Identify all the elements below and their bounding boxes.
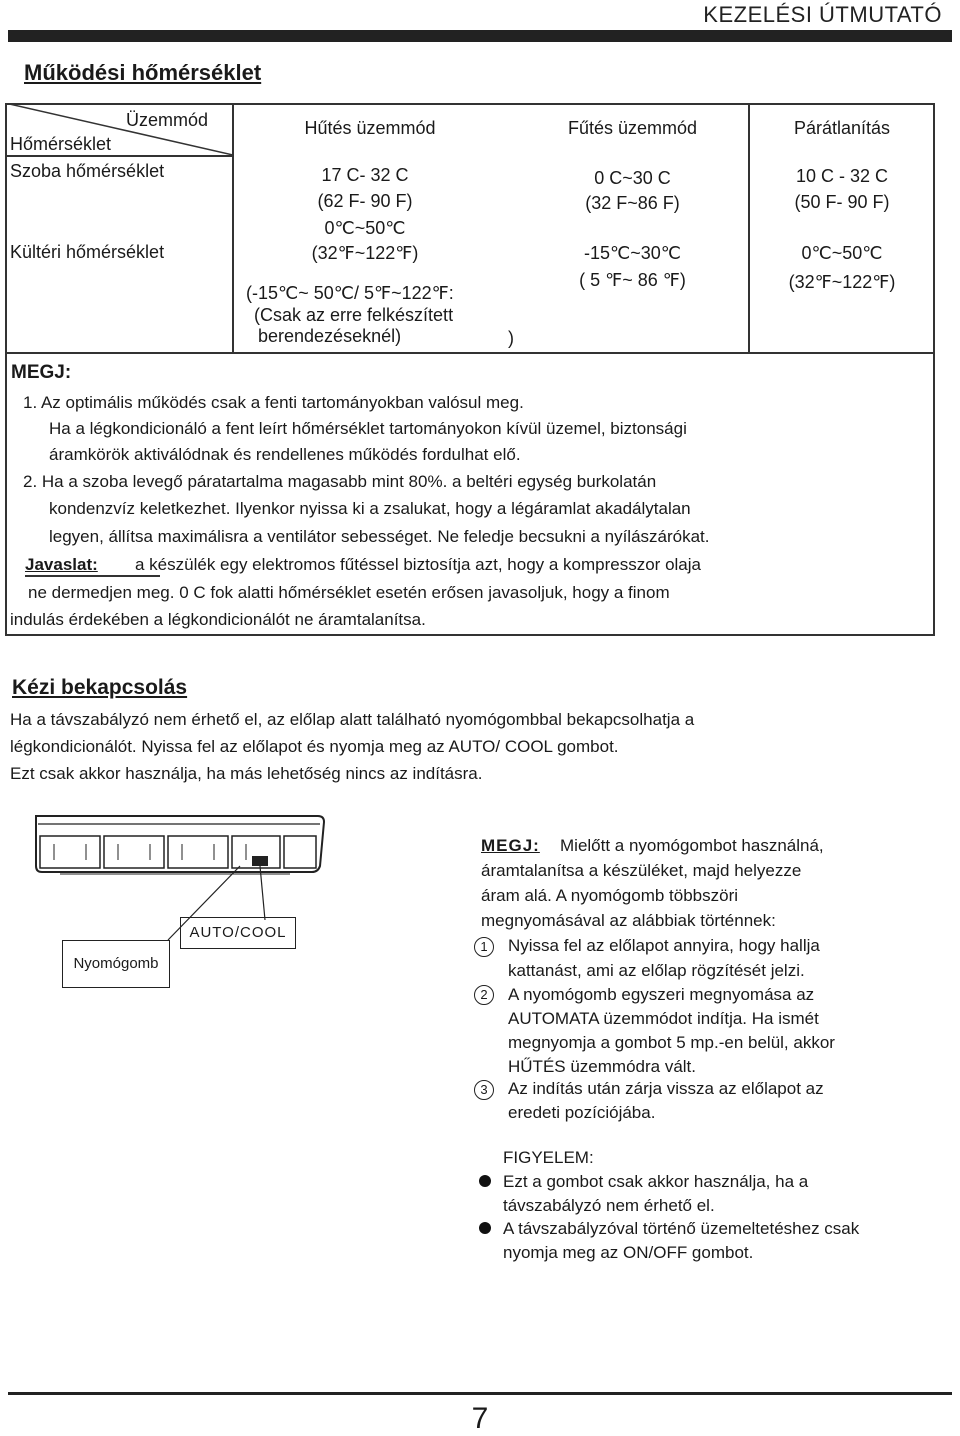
row-header-room: Szoba hőmérséklet xyxy=(10,161,165,181)
row-header-outdoor: Kültéri hőmérséklet xyxy=(10,242,165,262)
footer-bar xyxy=(8,1392,952,1395)
auto-cool-button-label: AUTO/COOL xyxy=(180,917,296,949)
col-header-cooling: Hűtés üzemmód xyxy=(304,118,436,138)
outdoor-cooling-note-2: berendezéseknél) xyxy=(258,326,402,346)
note-line-6: legyen, állítsa maximálisra a ventilátor sebességet. Ne feledje becsukni a nyílászárókat. xyxy=(49,527,710,546)
suggestion-line-2: ne dermedjen meg. 0 C fok alatti hőmérséklet esetén erősen javasoljuk, hogy a finom xyxy=(28,583,670,602)
step-2-line-4: HŰTÉS üzemmódra vált. xyxy=(508,1057,696,1076)
step-number-1-icon: 1 xyxy=(474,937,494,957)
step-1-line-1: Nyissa fel az előlapot annyira, hogy hallja xyxy=(508,936,820,955)
note-line-4: 2. Ha a szoba levegő páratartalma magasabb mint 80%. a beltéri egység burkolatán xyxy=(23,472,657,491)
caution-2-line-2: nyomja meg az ON/OFF gombot. xyxy=(503,1243,754,1262)
manual-note-line-4: megnyomásával az alábbiak történnek: xyxy=(481,911,776,930)
caution-1-line-1: Ezt a gombot csak akkor használja, ha a xyxy=(503,1172,809,1191)
outdoor-cooling-fahrenheit: (32℉~122℉) xyxy=(311,243,419,263)
col-header-heating: Fűtés üzemmód xyxy=(567,118,698,138)
note-line-3: áramkörök aktiválódnak és rendellenes működés fordulhat elő. xyxy=(49,445,521,464)
corner-label-mode: Üzemmód xyxy=(126,110,209,130)
page-number: 7 xyxy=(471,1402,489,1435)
suggestion-line-3: indulás érdekében a légkondicionálót ne áramtalanítsa. xyxy=(10,610,426,629)
section-title-manual-start: Kézi bekapcsolás xyxy=(12,676,188,699)
manual-note-line-3: áram alá. A nyomógomb többszöri xyxy=(481,886,739,905)
suggestion-underline xyxy=(25,575,160,577)
header-bar xyxy=(8,30,952,42)
outdoor-dry-fahrenheit: (32℉~122℉) xyxy=(788,272,896,292)
outdoor-heating-fahrenheit: ( 5 ℉~ 86 ℉) xyxy=(579,270,686,290)
note-line-2: Ha a légkondicionáló a fent leírt hőmérséklet tartományokon kívül üzemel, biztonsági xyxy=(49,419,687,438)
table-bottom-divider xyxy=(5,352,935,354)
outdoor-cooling-extended-range: (-15℃~ 50℃/ 5℉~122℉: xyxy=(246,283,454,303)
caution-title: FIGYELEM: xyxy=(503,1148,594,1167)
manual-intro-line-2: légkondicionálót. Nyissa fel az előlapot és nyomja meg az AUTO/ COOL gombot. xyxy=(10,737,619,756)
bullet-icon xyxy=(479,1175,491,1187)
room-heating-fahrenheit: (32 F~86 F) xyxy=(585,193,680,213)
col-header-dry: Párátlanítás xyxy=(793,118,891,138)
manual-note-line-2: áramtalanítsa a készüléket, majd helyezze xyxy=(481,861,802,880)
section-title-operating-temperature: Működési hőmérséklet xyxy=(24,60,262,85)
step-number-3-icon: 3 xyxy=(474,1080,494,1100)
manual-intro-line-3: Ezt csak akkor használja, ha más lehetőség nincs az indításra. xyxy=(10,764,483,783)
outdoor-cooling-celsius: 0℃~50℃ xyxy=(324,218,406,238)
table-divider-col2 xyxy=(748,103,750,353)
note-line-5: kondenzvíz keletkezhet. Ilyenkor nyissa ki a zsalukat, hogy a légáramlat akadálytalan xyxy=(49,499,691,518)
step-number-2-icon: 2 xyxy=(474,985,494,1005)
room-dry-fahrenheit: (50 F- 90 F) xyxy=(794,192,890,212)
manual-note-label: MEGJ: xyxy=(481,836,540,855)
step-2-line-1: A nyomógomb egyszeri megnyomása az xyxy=(508,985,815,1004)
step-3-line-1: Az indítás után zárja vissza az előlapot az xyxy=(508,1079,824,1098)
suggestion-line-1: a készülék egy elektromos fűtéssel biztosítja azt, hogy a kompresszor olaja xyxy=(135,555,701,574)
room-cooling-celsius: 17 C- 32 C xyxy=(321,165,409,185)
push-button-callout: Nyomógomb xyxy=(62,940,170,988)
step-1-line-2: kattanást, ami az előlap rögzítését jelzi. xyxy=(508,961,805,980)
manual-intro-line-1: Ha a távszabályzó nem érhető el, az előlap alatt található nyomógombbal bekapcsolhatja a xyxy=(10,710,695,729)
notes-label: MEGJ: xyxy=(11,362,72,383)
caution-2-line-1: A távszabályzóval történő üzemeltetéshez csak xyxy=(503,1219,860,1238)
room-heating-celsius: 0 C~30 C xyxy=(594,168,671,188)
step-2-line-2: AUTOMATA üzemmódot indítja. Ha ismét xyxy=(508,1009,819,1028)
outdoor-heating-celsius: -15℃~30℃ xyxy=(584,243,681,263)
room-cooling-fahrenheit: (62 F- 90 F) xyxy=(317,191,413,211)
caution-1-line-2: távszabályzó nem érhető el. xyxy=(503,1196,715,1215)
corner-label-temperature: Hőmérséklet xyxy=(10,134,112,154)
room-dry-celsius: 10 C - 32 C xyxy=(795,166,889,186)
document-header-title: KEZELÉSI ÚTMUTATÓ xyxy=(703,2,942,27)
outdoor-cooling-note-1: (Csak az erre felkészített xyxy=(254,305,454,325)
note-line-1: 1. Az optimális működés csak a fenti tartományokban valósul meg. xyxy=(23,393,524,412)
suggestion-label: Javaslat: xyxy=(25,555,98,574)
step-3-line-2: eredeti pozíciójába. xyxy=(508,1103,656,1122)
outdoor-cooling-note-paren: ) xyxy=(508,328,514,348)
outdoor-dry-celsius: 0℃~50℃ xyxy=(801,243,883,263)
manual-note-line-1: Mielőtt a nyomógombot használná, xyxy=(560,836,824,855)
bullet-icon xyxy=(479,1222,491,1234)
step-2-line-3: megnyomja a gombot 5 mp.-en belül, akkor xyxy=(508,1033,835,1052)
